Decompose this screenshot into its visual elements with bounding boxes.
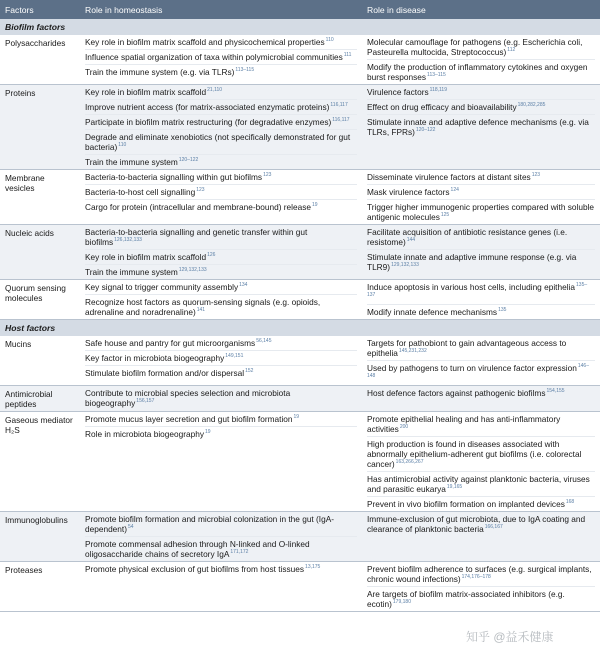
item-text: Train the immune system [85,157,178,167]
item-text: Stimulate innate and adaptive immune response (e.g. via TLR9) [367,252,577,272]
factor-cell: Proteins [0,85,80,170]
homeostasis-item [85,185,357,200]
homeostasis-item [85,50,357,65]
disease-cell [362,562,600,612]
reference-number: 171,172 [230,549,249,556]
reference-number: 149,151 [225,353,244,360]
header-factors: Factors [0,0,80,19]
reference-number: 116,117 [330,102,348,109]
item-text: Key signal to trigger community assembly [85,282,239,292]
item-text: Influence spatial organization of taxa within polymicrobial communities [85,52,343,62]
header-homeostasis: Role in homeostasis [80,0,362,19]
item-text: Participate in biofilm matrix restructuring (for degradative enzymes) [85,117,332,127]
reference-number: 112 [507,47,516,54]
reference-number: 166,167 [484,524,503,531]
disease-item [367,361,595,385]
item-text: Has antimicrobial activity against planktonic bacteria, viruses and parasitic eukarya [367,474,590,494]
homeostasis-cell [80,225,362,280]
disease-item [367,497,595,511]
factor-cell: Nucleic acids [0,225,80,280]
reference-number: 146–148 [367,363,589,380]
table-row [0,562,600,612]
homeostasis-item [85,280,357,295]
item-text: Contribute to microbial species selection and microbiota biogeography [85,388,291,408]
disease-item [367,85,595,100]
table-body [0,19,600,612]
disease-cell [362,336,600,386]
disease-item [367,35,595,60]
item-text: High production is found in diseases associated with abnormally epithelium-adherent gut biofilms (i.e. colorectal cancer) [367,439,582,469]
reference-number: 116,117 [332,117,350,124]
homeostasis-item [85,412,357,427]
reference-number: 141 [196,307,206,314]
disease-cell [362,225,600,280]
disease-cell [362,170,600,225]
factor-cell: Quorum sensing molecules [5,283,66,303]
item-text: Safe house and pantry for gut microorganisms [85,338,256,348]
item-text: Used by pathogens to turn on virulence factor expression [367,363,577,373]
reference-number: 111 [343,52,352,59]
disease-item [367,412,595,437]
homeostasis-item [85,170,357,185]
table-row [0,386,600,412]
item-text: Stimulate biofilm formation and/or dispersal [85,368,245,378]
item-text: Cargo for protein (intracellular and membrane-bound) release [85,202,311,212]
item-text: Improve nutrient access (for matrix-associated enzymatic proteins) [85,102,330,112]
watermark: 知乎 @益禾健康 [466,630,554,644]
disease-item [367,185,595,200]
header-disease: Role in disease [362,0,600,19]
item-text: Disseminate virulence factors at distant sites [367,172,531,182]
item-text: Bacteria-to-bacteria signalling and genetic transfer within gut biofilms [85,227,308,247]
homeostasis-cell [80,85,362,170]
reference-number: 124 [450,187,459,194]
item-text: Key role in biofilm matrix scaffold [85,87,207,97]
table-row [0,85,600,170]
homeostasis-item [85,295,357,319]
disease-item [367,472,595,497]
reference-number: 54 [127,524,134,531]
homeostasis-item [85,265,357,279]
item-text: Key factor in microbiota biogeography [85,353,225,363]
reference-number: 21,110 [207,87,223,94]
homeostasis-item [85,35,357,50]
item-text: Key role in biofilm matrix scaffold [85,252,207,262]
disease-item [367,562,595,587]
item-text: Facilitate acquisition of antibiotic resistance genes (i.e. resistome) [367,227,568,247]
reference-number: 135 [498,307,507,314]
reference-number: 123 [263,172,272,179]
disease-cell [362,85,600,170]
item-text: Role in microbiota biogeography [85,429,204,439]
item-text: Trigger higher immunogenic properties compared with soluble antigenic molecules [367,202,595,222]
item-text: Train the immune system [85,267,178,277]
disease-cell [362,512,600,562]
reference-number: 19,165 [446,484,463,491]
item-text: Immune-exclusion of gut microbiota, due to IgA coating and clearance of planktonic bacteria [367,514,586,534]
item-text: Bacteria-to-bacteria signalling within gut biofilms [85,172,263,182]
homeostasis-cell [80,512,362,562]
homeostasis-item [85,386,357,410]
item-text: Modify innate defence mechanisms [367,307,498,317]
reference-number: 145,231,232 [398,348,427,355]
homeostasis-cell [80,386,362,412]
reference-number: 120–122 [178,157,199,164]
reference-number: 113–115 [235,67,255,74]
disease-item [367,60,595,84]
homeostasis-item [85,100,357,115]
reference-number: 163,266,267 [395,459,424,466]
header-row [0,0,600,19]
item-text: Promote mucus layer secretion and gut biofilm formation [85,414,293,424]
homeostasis-cell [80,336,362,386]
table-row [0,170,600,225]
reference-number: 110 [325,37,334,44]
item-text: Bacteria-to-host cell signalling [85,187,196,197]
item-text: Prevent in vivo biofilm formation on implanted devices [367,499,565,509]
reference-number: 126,132,133 [114,237,142,244]
item-text: Induce apoptosis in various host cells, including epithelia [367,282,576,292]
item-text: Virulence factors [367,87,429,97]
disease-item [367,587,595,611]
reference-number: 19 [293,414,300,421]
reference-number: 200 [399,424,409,431]
table-row [0,336,600,386]
reference-number: 154,155 [546,388,565,395]
reference-number: 168 [565,499,575,506]
section-row [0,320,600,337]
section-title: Biofilm factors [0,19,600,35]
homeostasis-item [85,562,357,576]
disease-item [367,170,595,185]
factor-cell: Immunoglobulins [0,512,80,562]
reference-number: 134 [239,282,248,289]
factor-cell: Mucins [5,339,32,349]
homeostasis-item [85,250,357,265]
table-row [0,35,600,85]
homeostasis-item [85,537,357,561]
disease-cell [362,280,600,320]
disease-item [367,386,595,400]
homeostasis-cell [80,170,362,225]
factor-cell: Antimicrobial peptides [0,386,80,412]
item-text: Molecular camouflage for pathogens (e.g. Escherichia coli, Pasteurella multocida, Streptococcus) [367,37,583,57]
item-text: Promote physical exclusion of gut biofilms from host tissues [85,564,305,574]
item-text: Modify the production of inflammatory cytokines and oxygen burst responses [367,62,588,82]
reference-number: 13,175 [305,564,321,571]
item-text: Stimulate innate and adaptive defence mechanisms (e.g. via TLRs, FPRs) [367,117,589,137]
homeostasis-item [85,65,357,79]
item-text: Train the immune system (e.g. via TLRs) [85,67,235,77]
homeostasis-item [85,225,357,250]
table-row [0,225,600,280]
item-text: Promote biofilm formation and microbial colonization in the gut (IgA-dependent) [85,514,335,534]
reference-number: 144 [406,237,416,244]
section-title: Host factors [0,320,600,337]
disease-cell [362,412,600,512]
disease-cell [362,386,600,412]
item-text: Are targets of biofilm matrix-associated inhibitors (e.g. ecotin) [367,589,565,609]
disease-item [367,250,595,274]
disease-item [367,115,595,139]
item-text: Promote commensal adhesion through N-linked and O-linked oligosaccharide chains of secretory IgA [85,539,310,559]
factor-cell: Membrane vesicles [5,173,45,193]
reference-number: 19 [311,202,318,209]
disease-item [367,305,595,319]
homeostasis-item [85,85,357,100]
homeostasis-item [85,155,357,169]
reference-number: 56,145 [256,338,272,345]
homeostasis-cell [80,35,362,85]
reference-number: 113–115 [427,72,446,79]
factor-cell: Proteases [5,565,43,575]
disease-item [367,100,595,115]
reference-number: 123 [531,172,541,179]
homeostasis-item [85,351,357,366]
reference-number: 179,180 [392,599,411,606]
homeostasis-item [85,336,357,351]
item-text: Promote epithelial healing and has anti-inflammatory activities [367,414,561,434]
reference-number: 174,176–178 [461,574,491,581]
homeostasis-item [85,366,357,380]
factor-cell: Polysaccharides [5,38,66,48]
item-text: Recognize host factors as quorum-sensing signals (e.g. opioids, adrenaline and noradrenaline) [85,297,321,317]
table-row [0,512,600,562]
disease-item [367,200,595,224]
disease-cell [362,35,600,85]
homeostasis-item [85,130,357,155]
reference-number: 156,157 [136,398,155,405]
homeostasis-cell [80,280,362,320]
reference-number: 135–137 [367,282,588,299]
table-row [0,280,600,320]
item-text: Host defence factors against pathogenic biofilms [367,388,546,398]
section-row [0,19,600,35]
reference-number: 120–122 [415,127,436,134]
reference-number: 118,119 [429,87,447,94]
item-text: Effect on drug efficacy and bioavailability [367,102,517,112]
homeostasis-cell [80,412,362,512]
table-row [0,412,600,512]
disease-item [367,512,595,536]
item-text: Targets for pathobiont to gain advantageous access to epithelia [367,338,567,358]
item-text: Degrade and eliminate xenobiotics (not specifically demonstrated for gut bacteria) [85,132,351,152]
reference-number: 123 [196,187,205,194]
homeostasis-item [85,427,357,441]
homeostasis-item [85,200,357,214]
reference-number: 129,132,133 [391,262,419,269]
reference-number: 19 [205,429,211,436]
disease-item [367,225,595,250]
disease-item [367,437,595,472]
reference-number: 125 [440,212,450,219]
item-text: Key role in biofilm matrix scaffold and physicochemical properties [85,37,325,47]
homeostasis-cell [80,562,362,612]
disease-item [367,280,595,305]
disease-item [367,336,595,361]
homeostasis-item [85,512,357,537]
item-text: Prevent biofilm adherence to surfaces (e.g. surgical implants, chronic wound infections) [367,564,592,584]
item-text: Mask virulence factors [367,187,450,197]
reference-number: 126 [207,252,216,259]
factor-cell: Gaseous mediator H₂S [5,415,73,435]
reference-number: 129,132,133 [178,267,207,274]
reference-number: 152 [245,368,254,375]
homeostasis-item [85,115,357,130]
reference-number: 110 [118,142,127,149]
reference-number: 180,282,285 [517,102,546,109]
